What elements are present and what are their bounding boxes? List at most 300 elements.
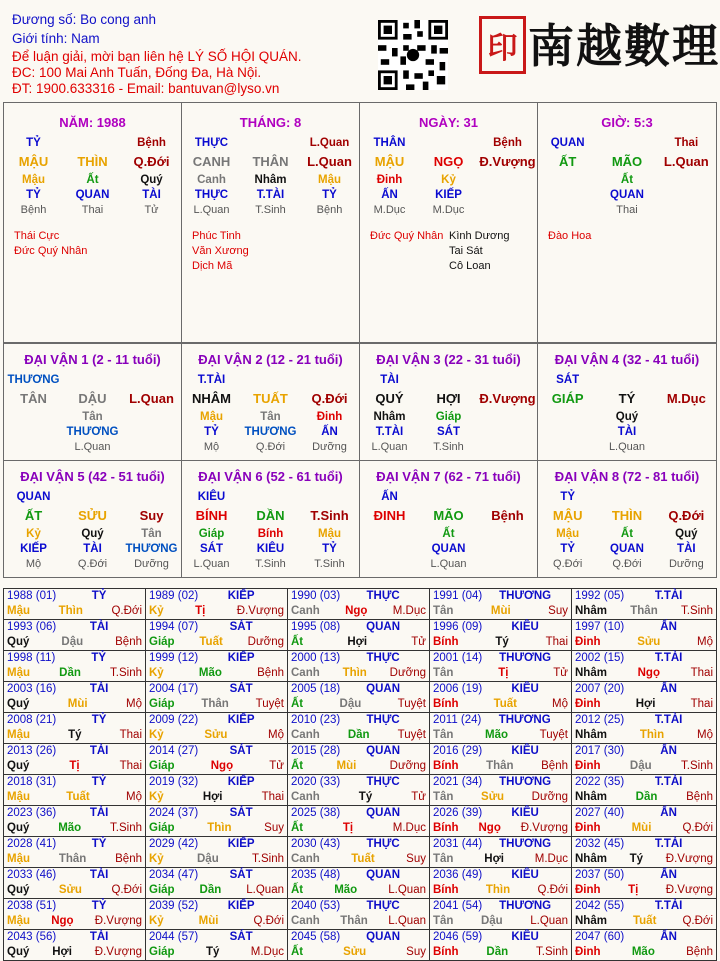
life-phase xyxy=(122,440,181,455)
hidden-stem: Mậu xyxy=(200,411,223,423)
hidden-stem-row xyxy=(538,173,716,188)
annual-cell xyxy=(146,651,288,682)
life-phase xyxy=(657,203,716,218)
annual-cell xyxy=(146,620,288,651)
life-phase: Bệnh xyxy=(20,204,47,216)
hidden-stem-row xyxy=(4,527,181,542)
hidden-stem xyxy=(657,173,716,188)
year-branch: Thìn xyxy=(639,729,665,741)
annual-cell xyxy=(430,713,572,744)
ten-god-stem: THỰC xyxy=(194,137,229,149)
pillar-heading: THÁNG: 8 xyxy=(239,115,302,130)
logo: 南越數理 xyxy=(528,19,720,73)
year-label: 1997 (10) xyxy=(575,621,625,633)
ten-god-stem: THƯƠNG xyxy=(7,374,60,386)
year-stem: Giáp xyxy=(149,698,175,710)
life-phase: Q.Đới xyxy=(612,558,642,570)
annual-cell xyxy=(288,682,430,713)
annual-cell xyxy=(288,713,430,744)
hidden-ten-god: T.TÀI xyxy=(256,189,285,201)
dai-van-cell xyxy=(182,344,360,461)
year-label: 2017 (30) xyxy=(575,745,625,757)
year-ten-god: QUAN xyxy=(366,745,401,757)
year-branch: Dần xyxy=(635,791,658,803)
annual-cell xyxy=(430,806,572,837)
year-stem: Canh xyxy=(291,605,320,617)
year-stem: Kỷ xyxy=(149,853,164,865)
special-stars xyxy=(192,229,249,274)
special-stars xyxy=(370,229,443,244)
ten-god-stem xyxy=(597,373,656,388)
year-phase: Đ.Vượng xyxy=(94,946,142,958)
year-phase: Bệnh xyxy=(257,667,284,679)
hidden-stem-row xyxy=(360,527,537,542)
annual-row xyxy=(4,620,717,651)
stem-branch-row xyxy=(538,152,716,172)
year-branch: Tị xyxy=(69,760,80,772)
year-label: 2015 (28) xyxy=(291,745,341,757)
year-ten-god: KIẾP xyxy=(227,590,255,602)
hidden-ten-god: QUAN xyxy=(75,189,110,201)
life-phase: Mộ xyxy=(25,558,42,570)
year-ten-god: KIÊU xyxy=(511,807,539,819)
year-ten-god: KIÊU xyxy=(511,621,539,633)
year-branch: Mùi xyxy=(67,698,88,710)
year-label: 2023 (36) xyxy=(7,807,57,819)
hidden-stem: Nhâm xyxy=(254,174,287,186)
annual-row xyxy=(4,806,717,837)
contact-line: Để luận giải, mời bạn liên hệ LÝ SỐ HỘI QUÁN. xyxy=(12,49,302,64)
year-label: 1995 (08) xyxy=(291,621,341,633)
ten-god-stem: QUAN xyxy=(16,491,51,503)
year-stem: Tân xyxy=(433,915,454,927)
dai-van-cell xyxy=(4,461,182,578)
year-label: 2006 (19) xyxy=(433,683,483,695)
year-branch: Ngọ xyxy=(210,760,234,772)
dai-van-cell xyxy=(538,461,717,578)
life-phase: T.Sinh xyxy=(255,558,286,570)
annual-cell xyxy=(572,899,717,930)
annual-cell xyxy=(572,589,717,620)
year-branch: Mùi xyxy=(490,605,511,617)
stem-branch: THÌN xyxy=(77,154,108,169)
annual-cell xyxy=(288,837,430,868)
ten-god-stem-row xyxy=(4,490,181,505)
hidden-stem-row xyxy=(360,410,537,425)
year-phase: Đ.Vượng xyxy=(665,884,713,896)
hidden-stem: Canh xyxy=(197,174,226,186)
year-stem: Đinh xyxy=(575,822,601,834)
hidden-stem xyxy=(122,410,181,425)
hidden-stem: Đinh xyxy=(376,174,403,186)
hidden-stem: Giáp xyxy=(198,528,225,540)
stem-branch-row xyxy=(360,506,537,526)
year-ten-god: THỰC xyxy=(366,590,400,602)
hidden-ten-god: QUAN xyxy=(431,543,466,555)
stem-branch: Đ.Vượng xyxy=(479,154,536,169)
year-stem: Bính xyxy=(433,698,459,710)
stem-branch-row xyxy=(182,389,359,409)
annual-cell xyxy=(288,930,430,961)
year-ten-god: SÁT xyxy=(229,869,253,881)
year-branch: Dần xyxy=(59,667,81,679)
year-branch: Ngọ xyxy=(637,667,660,679)
pillar-heading: NĂM: 1988 xyxy=(59,115,126,130)
year-stem: Canh xyxy=(291,915,320,927)
year-phase: Bệnh xyxy=(115,636,142,648)
annual-row xyxy=(4,837,717,868)
life-phase-row xyxy=(4,557,181,572)
year-label: 2019 (32) xyxy=(149,776,199,788)
year-phase: Tuyệt xyxy=(397,729,426,741)
year-branch: Mão xyxy=(334,884,358,896)
stem-branch: MÃO xyxy=(433,508,464,523)
ten-god-stem xyxy=(122,490,181,505)
year-phase: Suy xyxy=(406,853,426,865)
year-phase: Tuyệt xyxy=(397,698,426,710)
hidden-ten-god-row xyxy=(538,425,716,440)
year-ten-god: THỰC xyxy=(366,900,400,912)
year-ten-god: TÀI xyxy=(89,807,109,819)
year-branch: Tý xyxy=(629,853,644,865)
life-phase-row xyxy=(538,203,716,218)
life-phase-row xyxy=(182,440,359,455)
year-stem: Giáp xyxy=(149,946,175,958)
year-branch: Tuất xyxy=(632,915,657,927)
header xyxy=(0,0,720,100)
year-label: 2042 (55) xyxy=(575,900,625,912)
hidden-stem xyxy=(538,173,597,188)
annual-row xyxy=(4,868,717,899)
annual-cell xyxy=(572,744,717,775)
year-ten-god: KIẾP xyxy=(227,714,255,726)
annual-cell xyxy=(430,899,572,930)
seal-stamp: 印 xyxy=(479,16,526,74)
ten-god-stem xyxy=(63,373,122,388)
year-ten-god: TỶ xyxy=(91,900,107,912)
annual-cell xyxy=(572,806,717,837)
gender-line xyxy=(12,31,100,47)
life-phase: Q.Đới xyxy=(553,558,583,570)
year-phase: Mộ xyxy=(126,791,142,803)
ten-god-stem: L.Quan xyxy=(309,137,350,149)
annual-row xyxy=(4,651,717,682)
ten-god-stem-row xyxy=(360,373,537,388)
life-phase: Dưỡng xyxy=(312,441,347,453)
hidden-ten-god-row xyxy=(182,542,359,557)
life-phase: L.Quan xyxy=(193,204,230,216)
hidden-stem: Ất xyxy=(86,174,99,186)
hidden-ten-god: QUAN xyxy=(610,543,644,555)
stem-branch: THÂN xyxy=(252,154,289,169)
year-phase: Thai xyxy=(690,667,713,679)
year-phase: Đ.Vượng xyxy=(236,605,284,617)
year-phase: T.Sinh xyxy=(110,667,142,679)
year-ten-god: QUAN xyxy=(366,683,401,695)
life-phase: Q.Đới xyxy=(77,558,108,570)
life-phase: L.Quan xyxy=(371,441,408,453)
hidden-ten-god: SÁT xyxy=(200,543,223,555)
year-stem: Tân xyxy=(433,667,454,679)
year-label: 1991 (04) xyxy=(433,590,483,602)
annual-cell xyxy=(146,837,288,868)
ten-god-stem xyxy=(63,490,122,505)
gender-value: Nam xyxy=(71,31,100,46)
ten-god-stem: T.TÀI xyxy=(197,374,226,386)
annual-cell xyxy=(430,930,572,961)
ten-god-stem: KIÊU xyxy=(197,491,226,503)
year-stem: Quý xyxy=(7,946,30,958)
year-label: 2043 (56) xyxy=(7,931,57,943)
year-stem: Đinh xyxy=(575,636,601,648)
year-branch: Sửu xyxy=(58,884,82,896)
stem-branch-row xyxy=(182,152,359,172)
ten-god-stem-row xyxy=(538,490,716,505)
year-stem: Ất xyxy=(291,822,304,834)
annual-cell xyxy=(430,744,572,775)
ten-god-stem-row xyxy=(182,136,359,151)
life-phase: T.Sinh xyxy=(433,441,464,453)
ten-god-stem: Thai xyxy=(674,137,699,149)
year-phase: Dưỡng xyxy=(247,636,284,648)
year-label: 2005 (18) xyxy=(291,683,341,695)
year-label: 2027 (40) xyxy=(575,807,625,819)
year-label: 2026 (39) xyxy=(433,807,483,819)
year-phase: Q.Đới xyxy=(253,915,284,927)
year-ten-god: THỰC xyxy=(366,838,400,850)
stem-branch: ẤT xyxy=(24,508,43,523)
year-phase: M.Dục xyxy=(250,946,284,958)
stem-branch-row xyxy=(4,389,181,409)
hidden-ten-god xyxy=(360,542,419,557)
year-stem: Canh xyxy=(291,791,320,803)
year-phase: M.Dục xyxy=(392,605,426,617)
year-branch: Mão xyxy=(485,729,509,741)
hidden-ten-god-row xyxy=(360,188,537,203)
star-name: Văn Xương xyxy=(192,245,249,257)
year-ten-god: THỰC xyxy=(366,652,400,664)
stem-branch: L.Quan xyxy=(307,154,352,169)
year-label: 2038 (51) xyxy=(7,900,57,912)
year-label: 2028 (41) xyxy=(7,838,57,850)
annual-cell xyxy=(4,806,146,837)
annual-cell xyxy=(288,744,430,775)
annual-cell xyxy=(572,868,717,899)
year-label: 2020 (33) xyxy=(291,776,341,788)
hidden-ten-god: THỰC xyxy=(194,189,229,201)
hidden-ten-god: TÀI xyxy=(617,426,637,438)
year-stem: Tân xyxy=(433,791,454,803)
year-label: 2014 (27) xyxy=(149,745,199,757)
annual-cell xyxy=(146,775,288,806)
year-ten-god: SÁT xyxy=(229,931,253,943)
year-phase: Bệnh xyxy=(541,760,568,772)
ten-god-stem: QUAN xyxy=(550,137,585,149)
stem-branch: MẬU xyxy=(552,508,583,523)
year-branch: Thìn xyxy=(58,605,83,617)
life-phase: Thai xyxy=(81,204,104,216)
year-phase: Suy xyxy=(264,822,284,834)
annual-cell xyxy=(146,899,288,930)
year-ten-god: THỰC xyxy=(366,714,400,726)
year-branch: Hợi xyxy=(52,946,72,958)
pillar-heading: ĐẠI VẬN 3 (22 - 31 tuổi) xyxy=(376,352,521,367)
year-phase: Đ.Vượng xyxy=(520,822,568,834)
annual-cell xyxy=(430,589,572,620)
year-phase: Tử xyxy=(553,667,568,679)
year-ten-god: ẤN xyxy=(660,683,677,695)
dai-van-cell xyxy=(360,344,538,461)
life-phase: Tử xyxy=(144,204,159,216)
year-stem: Bính xyxy=(433,946,459,958)
year-ten-god: TỶ xyxy=(91,776,107,788)
year-branch: Mão xyxy=(631,946,655,958)
year-phase: Dưỡng xyxy=(531,791,568,803)
year-branch: Thân xyxy=(486,760,514,772)
annual-cell xyxy=(4,651,146,682)
ten-god-stem: SÁT xyxy=(556,374,580,386)
annual-cell xyxy=(430,682,572,713)
stem-branch: GIÁP xyxy=(551,391,584,406)
pillar-cell xyxy=(4,103,182,343)
life-phase xyxy=(657,440,716,455)
annual-cell xyxy=(146,930,288,961)
annual-cell xyxy=(146,806,288,837)
hidden-stem xyxy=(478,527,537,542)
year-label: 1993 (06) xyxy=(7,621,57,633)
hidden-ten-god: TỶ xyxy=(322,189,337,201)
hidden-stem-row xyxy=(182,173,359,188)
year-stem: Tân xyxy=(433,853,454,865)
ten-god-stem xyxy=(597,136,656,151)
year-branch: Tuất xyxy=(66,791,90,803)
stem-branch: TÝ xyxy=(618,391,636,406)
year-stem: Nhâm xyxy=(575,791,607,803)
ten-god-stem: TỶ xyxy=(560,491,576,503)
life-phase-row xyxy=(360,557,537,572)
life-phase: L.Quan xyxy=(193,558,230,570)
hidden-ten-god: TÀI xyxy=(142,189,161,201)
dai-van-cell xyxy=(538,344,717,461)
year-branch: Hợi xyxy=(484,853,504,865)
year-label: 2047 (60) xyxy=(575,931,625,943)
year-phase: Thai xyxy=(545,636,568,648)
annual-cell xyxy=(146,744,288,775)
year-branch: Thìn xyxy=(485,884,511,896)
star-name: Đào Hoa xyxy=(548,230,592,242)
hidden-ten-god: ẤN xyxy=(321,426,338,438)
year-phase: T.Sinh xyxy=(681,760,713,772)
hidden-ten-god: TÀI xyxy=(677,543,696,555)
year-stem: Đinh xyxy=(575,884,601,896)
year-branch: Tý xyxy=(205,946,220,958)
year-stem: Canh xyxy=(291,667,320,679)
hidden-stem: Ất xyxy=(620,528,634,540)
annual-cell xyxy=(288,899,430,930)
stem-branch: HỢI xyxy=(436,391,461,406)
year-phase: Mộ xyxy=(268,729,284,741)
year-label: 2003 (16) xyxy=(7,683,57,695)
year-phase: T.Sinh xyxy=(681,605,713,617)
life-phase: Dưỡng xyxy=(134,558,169,570)
year-branch: Sửu xyxy=(481,791,505,803)
life-phase xyxy=(538,440,597,455)
star-name: Phúc Tinh xyxy=(192,230,241,242)
year-ten-god: ẤN xyxy=(660,869,677,881)
hidden-stem-row xyxy=(182,410,359,425)
ten-god-stem: Bệnh xyxy=(137,137,166,149)
year-phase: Đ.Vượng xyxy=(94,915,142,927)
hidden-stem: Bính xyxy=(257,528,284,540)
annual-cell xyxy=(572,713,717,744)
hidden-ten-god-row xyxy=(4,188,181,203)
year-label: 2031 (44) xyxy=(433,838,483,850)
pillar-cell xyxy=(538,103,717,343)
year-branch: Dần xyxy=(486,946,509,958)
ten-god-stem xyxy=(597,490,656,505)
year-phase: Q.Đới xyxy=(537,884,568,896)
year-branch: Mùi xyxy=(631,822,652,834)
year-label: 1990 (03) xyxy=(291,590,341,602)
hidden-stem xyxy=(657,410,716,425)
annual-cell xyxy=(4,589,146,620)
annual-cell xyxy=(572,651,717,682)
year-ten-god: KIÊU xyxy=(511,869,539,881)
year-branch: Hợi xyxy=(635,698,656,710)
ten-god-stem xyxy=(300,373,359,388)
year-branch: Dậu xyxy=(197,853,219,865)
life-phase: T.Sinh xyxy=(314,558,345,570)
year-phase: T.Sinh xyxy=(252,853,284,865)
hidden-ten-god xyxy=(657,188,716,203)
year-branch: Mùi xyxy=(198,915,219,927)
year-label: 2004 (17) xyxy=(149,683,199,695)
year-phase: Dưỡng xyxy=(389,667,426,679)
year-branch: Sửu xyxy=(204,729,228,741)
pillar-heading: NGÀY: 31 xyxy=(419,115,478,130)
life-phase-row xyxy=(182,557,359,572)
hidden-ten-god xyxy=(122,425,181,440)
year-ten-god: TÀI xyxy=(89,931,109,943)
pillar-heading: ĐẠI VẬN 6 (52 - 61 tuổi) xyxy=(198,469,343,484)
year-stem: Kỷ xyxy=(149,791,164,803)
ten-god-stem xyxy=(657,490,716,505)
hidden-stem xyxy=(360,527,419,542)
ten-god-stem-row xyxy=(182,490,359,505)
hidden-ten-god: ẤN xyxy=(381,189,398,201)
stem-branch: DẬU xyxy=(78,391,107,406)
hidden-ten-god xyxy=(478,542,537,557)
year-stem: Tân xyxy=(433,605,454,617)
hidden-stem: Quý xyxy=(81,528,104,540)
year-label: 2012 (25) xyxy=(575,714,625,726)
stem-branch-row xyxy=(538,389,716,409)
year-label: 2022 (35) xyxy=(575,776,625,788)
hidden-stem-row xyxy=(4,173,181,188)
star-name: Đức Quý Nhân xyxy=(14,245,88,257)
year-stem: Canh xyxy=(291,853,320,865)
year-label: 2011 (24) xyxy=(433,714,482,726)
hidden-stem: Tân xyxy=(141,528,162,540)
stem-branch: QUÝ xyxy=(375,391,404,406)
year-phase: Tử xyxy=(411,791,426,803)
ten-god-stem xyxy=(241,490,300,505)
year-branch: Hợi xyxy=(347,636,368,648)
hidden-ten-god: TỶ xyxy=(26,189,41,201)
pillar-heading: ĐẠI VẬN 4 (32 - 41 tuổi) xyxy=(554,352,700,367)
year-label: 2016 (29) xyxy=(433,745,483,757)
year-stem: Kỷ xyxy=(149,915,164,927)
